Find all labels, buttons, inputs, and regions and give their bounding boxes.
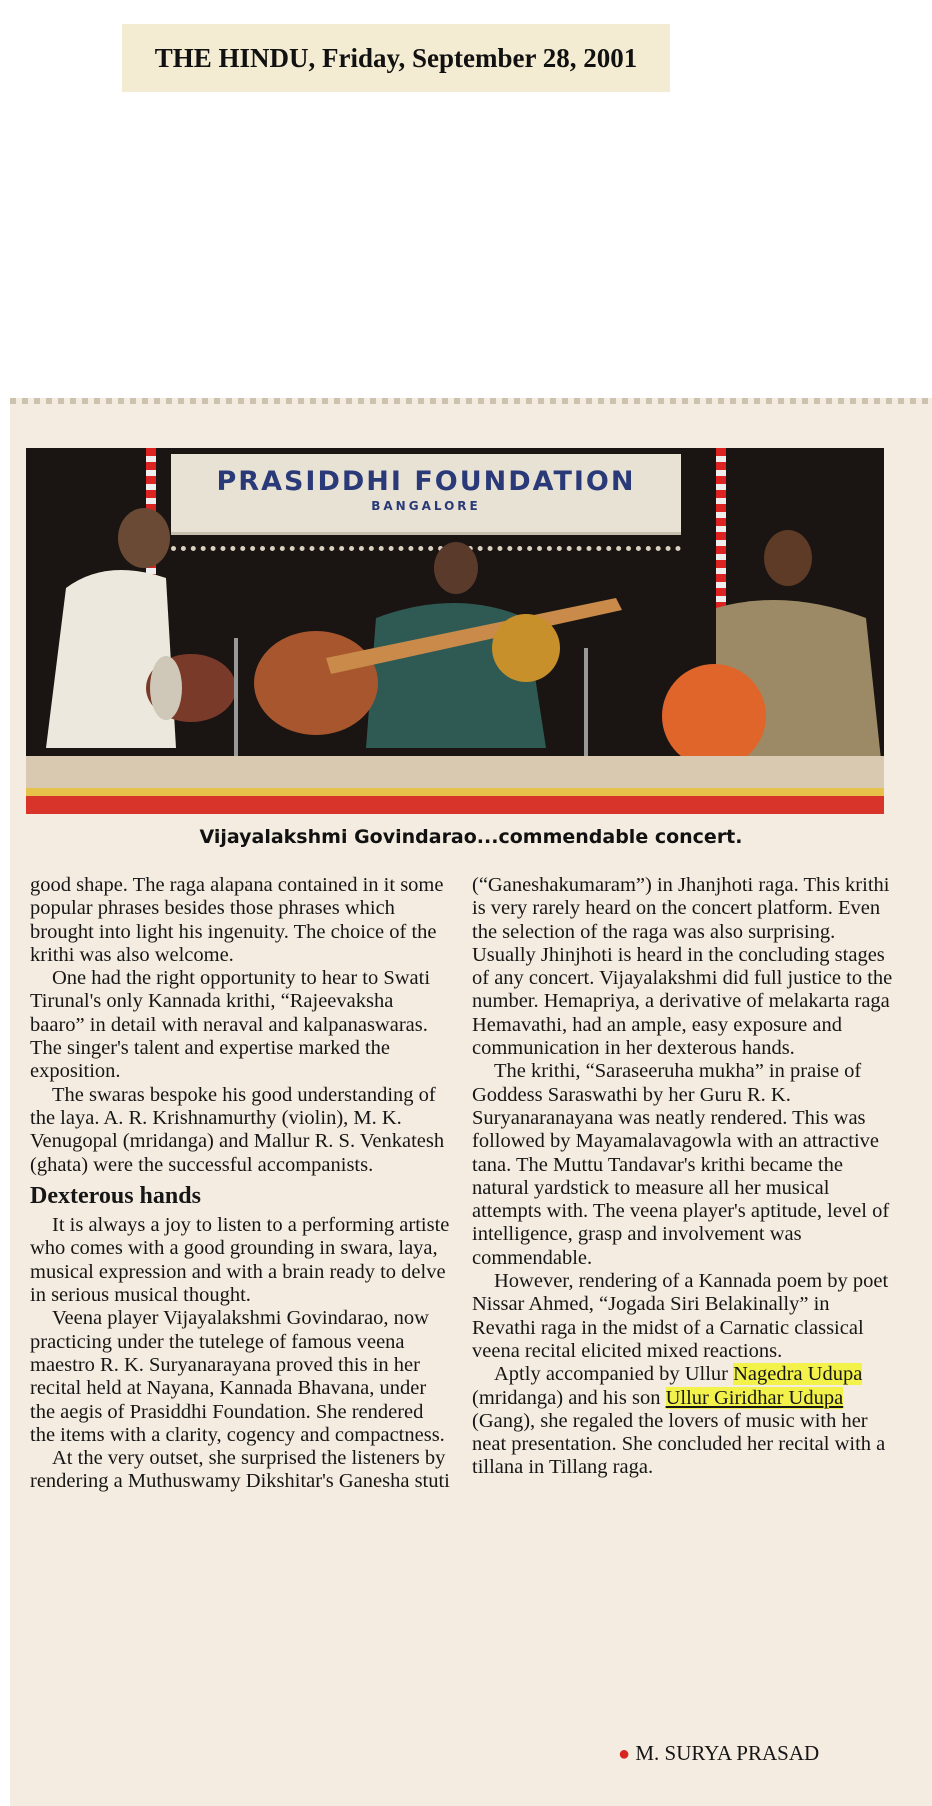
paragraph: One had the right opportunity to hear to Swati Tirunal's only Kannada krithi, “Rajeevaksha baaro” in detail with neraval and kalpanaswaras. The singer's talent and expertise marked the exposition.: [30, 967, 431, 1083]
paragraph: At the very outset, she surprised the listeners by rendering a Muthuswamy Dikshitar's Ganesha stuti: [30, 1447, 450, 1493]
ghata-player-head: [764, 530, 812, 586]
paragraph: The krithi, “Saraseeruha mukha” in praise of Goddess Saraswathi by her Guru R. K. Suryanaranayana was neatly rendered. This was followed by Mayamalavagowla with an attractive tana. The Muttu Tandavar's krithi became the natural yardstick to measure all her musical attempts with. The veena player's aptitude, level of intelligence, grasp and involvement was commendable.: [472, 1060, 890, 1269]
highlighted-name: Ullur Giridhar Udupa: [665, 1386, 844, 1409]
mridanga-player-body: [46, 570, 176, 748]
concert-photo: [26, 448, 884, 814]
section-heading: Dexterous hands: [30, 1182, 201, 1209]
bullet-icon: ●: [618, 1743, 631, 1765]
veena-gourd: [492, 614, 560, 682]
paragraph: However, rendering of a Kannada poem by poet Nissar Ahmed, “Jogada Siri Belakinally” in Revathi raga in the midst of a Carnatic classical veena recital elicited mixed reactions.: [472, 1270, 889, 1362]
veena-resonator: [254, 631, 378, 735]
text-span: (mridanga) and his son: [472, 1386, 666, 1409]
ghata-pot: [662, 664, 766, 768]
paragraph: The swaras bespoke his good understanding of the laya. A. R. Krishnamurthy (violin), M. K. Venugopal (mridanga) and Mallur R. S. Venkatesh (ghata) were the successful accompanists.: [30, 1083, 445, 1176]
paragraph: good shape. The raga alapana contained in it some popular phrases besides those phrases which brought into light his ingenuity. The choice of the krithi was also welcome.: [30, 874, 444, 966]
stage-edge-yellow: [26, 788, 884, 796]
photo-caption: Vijayalakshmi Govindarao...commendable concert.: [199, 826, 743, 848]
banner-title: PRASIDDHI FOUNDATION: [216, 466, 636, 497]
banner-subtitle: BANGALORE: [371, 499, 481, 513]
paragraph: It is always a joy to listen to a performing artiste who comes with a good grounding in swara, laya, musical expression and with a brain ready to delve in serious musical thought.: [30, 1214, 450, 1307]
paragraph: Veena player Vijayalakshmi Govindarao, now practicing under the tutelege of famous veena maestro R. K. Suryanarayana proved this in her recital held at Nayana, Kannada Bhavana, under the aegis of Prasiddhi Foundation. She rendered the items with a clarity, cogency and compactness.: [30, 1307, 445, 1446]
torn-edge: [10, 398, 932, 404]
newspaper-clipping: [10, 398, 932, 1806]
mridanga-player-head: [118, 508, 170, 568]
veena-player-head: [434, 542, 478, 594]
paragraph-accompanists: [472, 1363, 894, 1479]
newspaper-masthead: THE HINDU, Friday, September 28, 2001: [122, 24, 670, 92]
text-span: Aptly accompanied by Ullur: [494, 1363, 734, 1386]
article-column-left: [30, 874, 450, 1494]
highlighted-name: Nagedra Udupa: [733, 1363, 863, 1386]
author-byline: [618, 1741, 819, 1766]
text-span: (Gang), she regaled the lovers of music with her neat presentation. She concluded her recital with a tillana in Tillang raga.: [472, 1409, 886, 1479]
article-column-right: [472, 874, 894, 1480]
stage-edge-red: [26, 796, 884, 814]
author-name: M. SURYA PRASAD: [635, 1741, 820, 1765]
paragraph: (“Ganeshakumaram”) in Jhanjhoti raga. This krithi is very rarely heard on the concert platform. Even the selection of the raga was also surprising. Usually Jhinjhoti is heard in the concluding stages of any concert. Vijayalakshmi did full justice to the number. Hemapriya, a derivative of melakarta raga Hemavathi, had an ample, easy exposure and communication in her dexterous hands.: [472, 874, 893, 1060]
